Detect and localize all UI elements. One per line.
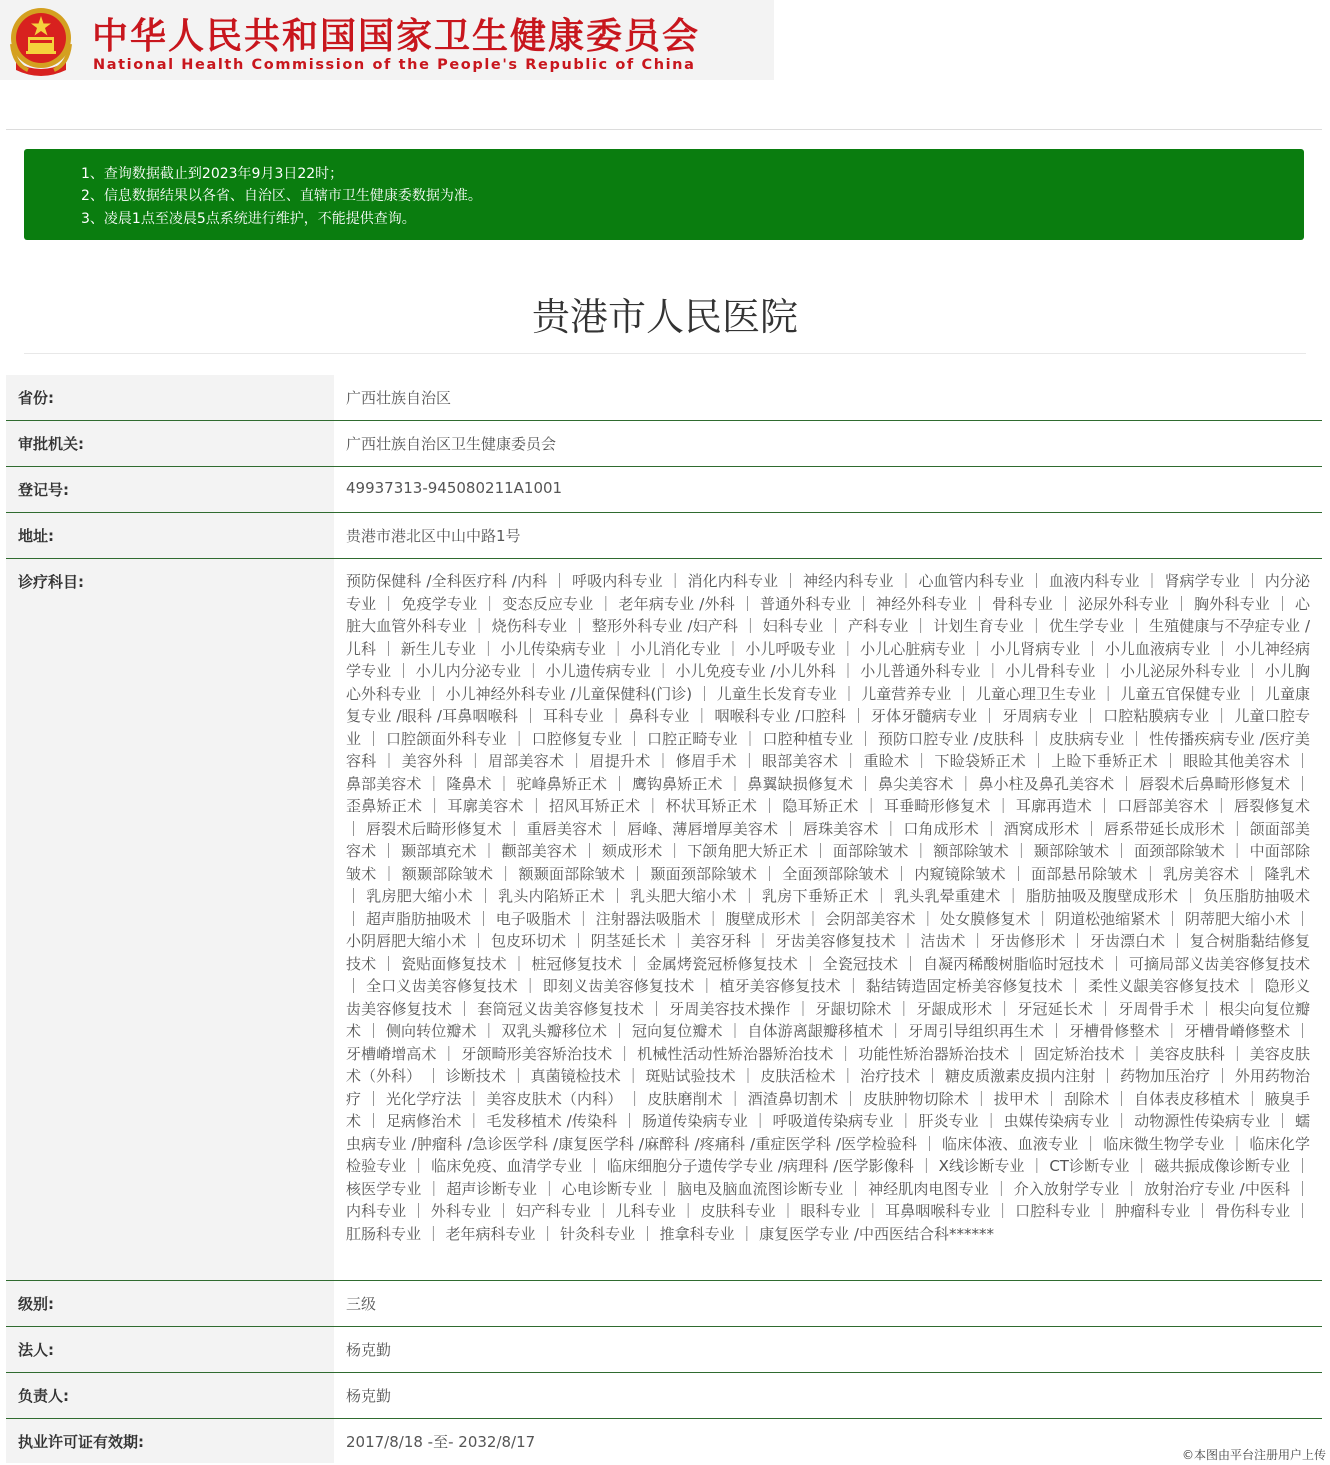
notice-line-1: 1、查询数据截止到2023年9月3日22时； [81,166,344,182]
value-address: 贵港市港北区中山中路1号 [346,527,521,545]
page-title: 贵港市人民医院 [531,295,798,339]
row-address [6,513,1322,559]
label-departments: 诊疗科目: [18,573,84,591]
value-license-validity: 2017/8/18 -至- 2032/8/17 [346,1433,536,1451]
notice-box [24,149,1304,240]
value-principal: 杨克勤 [346,1387,392,1405]
label-reg-no: 登记号: [18,481,69,499]
notice-line-2: 2、信息数据结果以各省、自治区、直辖市卫生健康委数据为准。 [81,188,482,204]
value-legal-person: 杨克勤 [346,1341,392,1359]
label-province: 省份: [18,389,54,407]
row-authority [6,421,1322,467]
label-address: 地址: [18,527,54,545]
row-principal [6,1373,1322,1419]
value-level: 三级 [346,1295,377,1313]
value-province: 广西壮族自治区 [346,389,452,407]
value-authority: 广西壮族自治区卫生健康委员会 [346,435,557,453]
row-legal-person [6,1327,1322,1373]
label-legal-person: 法人: [18,1341,54,1359]
row-province [6,375,1322,421]
label-authority: 审批机关: [18,435,84,453]
value-departments: 预防保健科 /全科医疗科 /内科 ｜ 呼吸内科专业 ｜ 消化内科专业 ｜ 神经内科专业 ｜ 心血管内科专业 ｜ 血液内科专业 ｜ 肾病学专业 ｜ 内分泌专业 ｜ 免疫学专业 ｜ 变态反应专业 ｜ 老年病专业 /外科 ｜ 普通外科专业 ｜ 神经外科专业 ｜ 骨科专业 ｜ 泌尿外科专业 ｜ 胸外科专业 ｜ 心脏大血管外科专业 ｜ 烧伤科专业 ｜ 整形外科专业 /妇产科 ｜ 妇科专业 ｜ 产科专业 ｜ 计划生育专业 ｜ 优生学专业 ｜ 生殖健康与不孕症专业 /儿科 ｜ 新生儿专业 ｜ 小儿传染病专业 ｜ 小儿消化专业 ｜ 小儿呼吸专业 ｜ 小儿心脏病专业 ｜ 小儿肾病专业 ｜ 小儿血液病专业 ｜ 小儿神经病学专业 ｜ 小儿内分泌专业 ｜ 小儿遗传病专业 ｜ 小儿免疫专业 /小儿外科 ｜ 小儿普通外科专业 ｜ 小儿骨科专业 ｜ 小儿泌尿外科专业 ｜ 小儿胸心外科专业 ｜ 小儿神经外科专业 /儿童保健科(门诊) ｜ 儿童生长发育专业 ｜ 儿童营养专业 ｜ 儿童心理卫生专业 ｜ 儿童五官保健专业 ｜ 儿童康复专业 /眼科 /耳鼻咽喉科 ｜ 耳科专业 ｜ 鼻科专业 ｜ 咽喉科专业 /口腔科 ｜ 牙体牙髓病专业 ｜ 牙周病专业 ｜ 口腔粘膜病专业 ｜ 儿童口腔专业 ｜ 口腔颌面外科专业 ｜ 口腔修复专业 ｜ 口腔正畸专业 ｜ 口腔种植专业 ｜ 预防口腔专业 /皮肤科 ｜ 皮肤病专业 ｜ 性传播疾病专业 /医疗美容科 ｜ 美容外科 ｜ 眉部美容术 ｜ 眉提升术 ｜ 修眉手术 ｜ 眼部美容术 ｜ 重睑术 ｜ 下睑袋矫正术 ｜ 上睑下垂矫正术 ｜ 眼睑其他美容术 ｜ 鼻部美容术 ｜ 隆鼻术 ｜ 驼峰鼻矫正术 ｜ 鹰钩鼻矫正术 ｜ 鼻翼缺损修复术 ｜ 鼻尖美容术 ｜ 鼻小柱及鼻孔美容术 ｜ 唇裂术后鼻畸形修复术 ｜ 歪鼻矫正术 ｜ 耳廓美容术 ｜ 招风耳矫正术 ｜ 杯状耳矫正术 ｜ 隐耳矫正术 ｜ 耳垂畸形修复术 ｜ 耳廓再造术 ｜ 口唇部美容术 ｜ 唇裂修复术 ｜ 唇裂术后畸形修复术 ｜ 重唇美容术 ｜ 唇峰、薄唇增厚美容术 ｜ 唇珠美容术 ｜ 口角成形术 ｜ 酒窝成形术 ｜ 唇系带延长成形术 ｜ 颌面部美容术 ｜ 颞部填充术 ｜ 颧部美容术 ｜ 颏成形术 ｜ 下颌角肥大矫正术 ｜ 面部除皱术 ｜ 额部除皱术 ｜ 颞部除皱术 ｜ 面颈部除皱术 ｜ 中面部除皱术 ｜ 额颞部除皱术 ｜ 额颞面部除皱术 ｜ 颞面颈部除皱术 ｜ 全面颈部除皱术 ｜ 内窥镜除皱术 ｜ 面部悬吊除皱术 ｜ 乳房美容术 ｜ 隆乳术 ｜ 乳房肥大缩小术 ｜ 乳头内陷矫正术 ｜ 乳头肥大缩小术 ｜ 乳房下垂矫正术 ｜ 乳头乳晕重建术 ｜ 脂肪抽吸及腹壁成形术 ｜ 负压脂肪抽吸术 ｜ 超声脂肪抽吸术 ｜ 电子吸脂术 ｜ 注射器法吸脂术 ｜ 腹壁成形术 ｜ 会阴部美容术 ｜ 处女膜修复术 ｜ 阴道松弛缩紧术 ｜ 阴蒂肥大缩小术 ｜ 小阴唇肥大缩小术 ｜ 包皮环切术 ｜ 阴茎延长术 ｜ 美容牙科 ｜ 牙齿美容修复技术 ｜ 洁齿术 ｜ 牙齿修形术 ｜ 牙齿漂白术 ｜ 复合树脂黏结修复技术 ｜ 瓷贴面修复技术 ｜ 桩冠修复技术 ｜ 金属烤瓷冠桥修复技术 ｜ 全瓷冠技术 ｜ 自凝丙稀酸树脂临时冠技术 ｜ 可摘局部义齿美容修复技术 ｜ 全口义齿美容修复技术 ｜ 即刻义齿美容修复技术 ｜ 植牙美容修复技术 ｜ 黏结铸造固定桥美容修复技术 ｜ 柔性义龈美容修复技术 ｜ 隐形义齿美容修复技术 ｜ 套筒冠义齿美容修复技术 ｜ 牙周美容技术操作 ｜ 牙龈切除术 ｜ 牙龈成形术 ｜ 牙冠延长术 ｜ 牙周骨手术 ｜ 根尖向复位瓣术 ｜ 侧向转位瓣术 ｜ 双乳头瓣移位术 ｜ 冠向复位瓣术 ｜ 自体游离龈瓣移植术 ｜ 牙周引导组织再生术 ｜ 牙槽骨修整术 ｜ 牙槽骨嵴修整术 ｜ 牙槽嵴增高术 ｜ 牙颌畸形美容矫治技术 ｜ 机械性活动性矫治器矫治技术 ｜ 功能性矫治器矫治技术 ｜ 固定矫治技术 ｜ 美容皮肤科 ｜ 美容皮肤术（外科） ｜ 诊断技术 ｜ 真菌镜检技术 ｜ 斑贴试验技术 ｜ 皮肤活检术 ｜ 治疗技术 ｜ 糖皮质激素皮损内注射 ｜ 药物加压治疗 ｜ 外用药物治疗 ｜ 光化学疗法 ｜ 美容皮肤术（内科） ｜ 皮肤磨削术 ｜ 酒渣鼻切割术 ｜ 皮肤肿物切除术 ｜ 拔甲术 ｜ 刮除术 ｜ 自体表皮移植术 ｜ 腋臭手术 ｜ 足病修治术 ｜ 毛发移植术 /传染科 ｜ 肠道传染病专业 ｜ 呼吸道传染病专业 ｜ 肝炎专业 ｜ 虫媒传染病专业 ｜ 动物源性传染病专业 ｜ 蠕虫病专业 /肿瘤科 /急诊医学科 /康复医学科 /麻醉科 /疼痛科 /重症医学科 /医学检验科 ｜ 临床体液、血液专业 ｜ 临床微生物学专业 ｜ 临床化学检验专业 ｜ 临床免疫、血清学专业 ｜ 临床细胞分子遗传学专业 /病理科 /医学影像科 ｜ X线诊断专业 ｜ CT诊断专业 ｜ 磁共振成像诊断专业 ｜ 核医学专业 ｜ 超声诊断专业 ｜ 心电诊断专业 ｜ 脑电及脑血流图诊断专业 ｜ 神经肌肉电图专业 ｜ 介入放射学专业 ｜ 放射治疗专业 /中医科 ｜ 内科专业 ｜ 外科专业 ｜ 妇产科专业 ｜ 儿科专业 ｜ 皮肤科专业 ｜ 眼科专业 ｜ 耳鼻咽喉科专业 ｜ 口腔科专业 ｜ 肿瘤科专业 ｜ 骨伤科专业 ｜ 肛肠科专业 ｜ 老年病科专业 ｜ 针灸科专业 ｜ 推拿科专业 ｜ 康复医学专业 /中西医结合科****** [346,572,1310,1243]
label-principal: 负责人: [18,1387,69,1405]
label-license-validity: 执业许可证有效期: [18,1433,144,1451]
row-license-validity [6,1419,1322,1463]
site-title-cn: 中华人民共和国国家卫生健康委员会 [92,16,701,57]
national-emblem-icon [6,4,76,76]
notice-line-3: 3、凌晨1点至凌晨5点系统进行维护，不能提供查询。 [81,211,416,227]
value-reg-no: 49937313-945080211A1001 [346,479,563,497]
row-reg-no [6,467,1322,513]
title-divider [24,353,1306,354]
row-level [6,1281,1322,1327]
row-departments [6,559,1322,1281]
label-level: 级别: [18,1295,54,1313]
header-divider [6,129,1322,130]
upload-credit: ©本图由平台注册用户上传 [1181,1448,1326,1462]
site-header [0,0,774,80]
site-title-en: National Health Commission of the People's Republic of China [93,57,696,73]
